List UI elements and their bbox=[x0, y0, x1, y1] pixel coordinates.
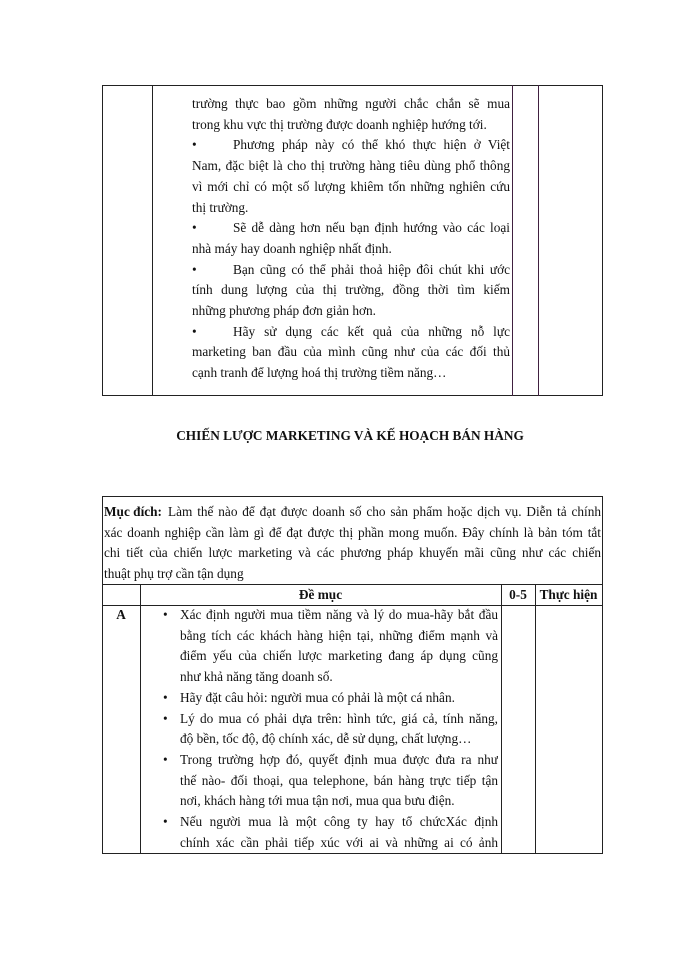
table-2-border bbox=[102, 853, 603, 854]
bullet-icon: • bbox=[192, 261, 197, 277]
text-line: thế nào- đối thoại, qua telephone, bán hàng trực tiếp tận bbox=[180, 772, 498, 788]
bullet-icon: • bbox=[163, 710, 168, 726]
table-1-border bbox=[512, 85, 513, 396]
bullet-icon: • bbox=[163, 689, 168, 705]
text-line: những phương pháp đơn giản hơn. bbox=[192, 303, 376, 318]
bullet-icon: • bbox=[192, 323, 197, 339]
table-2-border bbox=[102, 496, 603, 497]
table-2-border bbox=[602, 496, 603, 854]
table-2-border bbox=[501, 584, 502, 854]
text-line: Bạn cũng có thể phải thoả hiệp đôi chút khi ước bbox=[233, 261, 510, 277]
table-1-border bbox=[538, 85, 539, 396]
text-line: nơi, khách hàng tới mua tận nơi, mua qua bưu điện. bbox=[180, 793, 455, 809]
table-2-border bbox=[140, 584, 141, 854]
row-label: A bbox=[116, 607, 126, 622]
bullet-icon: • bbox=[163, 751, 168, 767]
table-2-border bbox=[102, 496, 103, 854]
section-title: CHIẾN LƯỢC MARKETING VÀ KẾ HOẠCH BÁN HÀNG bbox=[176, 428, 524, 443]
header-item: Đề mục bbox=[298, 587, 343, 602]
text-line: độ bền, tốc độ, độ chính xác, dễ sử dụng, chất lượng… bbox=[180, 731, 472, 747]
text-line: Xác định người mua tiềm năng và lý do mua-hãy bắt đầu bbox=[180, 607, 498, 622]
text-line: vì mới chỉ có một số lượng khiêm tốn những nghiên cứu bbox=[192, 178, 510, 194]
text-line: Phương pháp này có thể khó thực hiện ở Việt bbox=[233, 137, 510, 153]
header-done: Thực hiện bbox=[539, 587, 598, 602]
text-line: Hãy đặt câu hỏi: người mua có phải là một cá nhân. bbox=[180, 689, 455, 705]
text-line: Hãy sử dụng các kết quả của những nỗ lực bbox=[233, 323, 510, 339]
text-line: trong khu vực thị trường được doanh nghiệp hướng tới. bbox=[192, 116, 487, 132]
text-line: chính xác cần phải tiếp xúc với ai và những ai có ảnh bbox=[180, 834, 498, 850]
text-line: thị trường. bbox=[192, 199, 249, 215]
text-line: marketing ban đầu của mình cũng như của các đối thủ bbox=[192, 344, 510, 360]
bullet-icon: • bbox=[163, 814, 168, 829]
bullet-icon: • bbox=[192, 220, 197, 236]
header-score: 0-5 bbox=[509, 587, 527, 602]
table-1-border bbox=[152, 85, 153, 396]
text-line: Nếu người mua là một công ty hay tổ chứcXác định bbox=[180, 814, 498, 829]
table-1-border bbox=[602, 85, 603, 396]
text-line: cạnh tranh để lượng hoá thị trường tiềm năng… bbox=[192, 365, 447, 381]
table-1-border bbox=[102, 85, 103, 396]
text-line: trường thực bao gồm những người chắc chắn sẽ mua bbox=[192, 96, 510, 111]
text-line: Nam, đặc biệt là cho thị trường hàng tiêu dùng phổ thông bbox=[192, 158, 510, 174]
purpose-text-line: Làm thế nào để đạt được doanh số cho sản phẩm hoặc dịch vụ. Diễn tả chính bbox=[168, 504, 601, 519]
text-line: Sẽ dễ dàng hơn nếu bạn định hướng vào các loại bbox=[233, 220, 510, 236]
text-line: như khả năng tăng doanh số. bbox=[180, 669, 333, 685]
text-line: Trong trường hợp đó, quyết định mua được đưa ra như bbox=[180, 751, 498, 767]
table-2-border bbox=[535, 584, 536, 854]
text-line: bằng tích các khách hàng hiện tại, những điểm mạnh và bbox=[180, 627, 498, 643]
purpose-text-line: thuật phụ trợ cần tận dụng bbox=[104, 566, 244, 582]
purpose-text-line: chi tiết của chiến lược marketing và các phương pháp khuyến mãi cũng như các chiến bbox=[104, 545, 601, 561]
text-line: tính dung lượng của thị trường, đồng thời tìm kiếm bbox=[192, 282, 510, 298]
purpose-label: Mục đích: bbox=[104, 504, 162, 519]
bullet-icon: • bbox=[192, 137, 197, 153]
text-line: Lý do mua có phải dựa trên: hình tức, giá cả, tính năng, bbox=[180, 710, 498, 726]
bullet-icon: • bbox=[163, 607, 168, 622]
text-line: nhà máy hay doanh nghiệp nhất định. bbox=[192, 240, 392, 256]
table-1-border-bottom bbox=[102, 395, 603, 396]
table-1-border-top bbox=[102, 85, 603, 86]
purpose-text-line: xác doanh nghiệp cần làm gì để đạt được thị phần mong muốn. Đây chính là bản tóm tắt bbox=[104, 524, 601, 540]
text-line: điểm yếu của chiến lược marketing đang áp dụng cũng bbox=[180, 648, 498, 664]
